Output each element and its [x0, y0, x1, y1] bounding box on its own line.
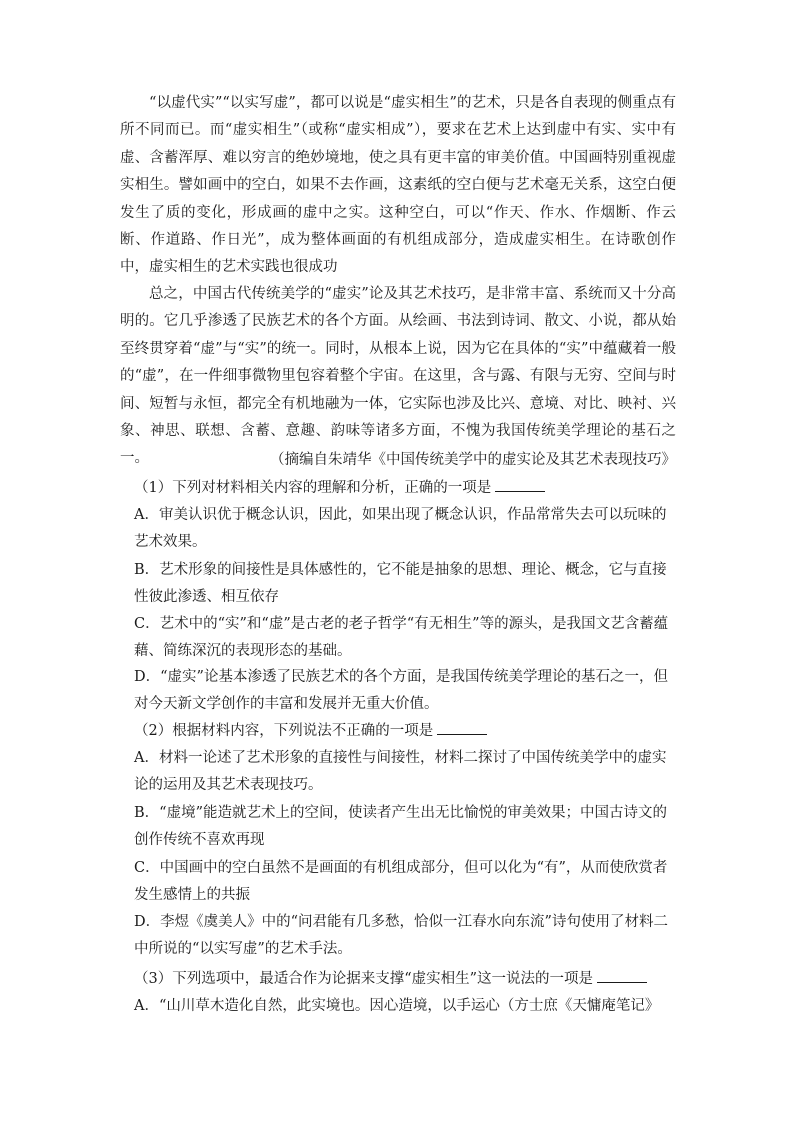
material-paragraph-2: 总之，中国古代传统美学的“虚实”论及其艺术技巧，是非常丰富、系统而又十分高明的。它几乎渗透了民族艺术的各个方面。从绘画、书法到诗词、散文、小说，都从始至终贯穿着“虚”与“实”的统一。同时，从根本上说，因为它在具体的“实”中蕴藏着一般的“虚”，在一件细事微物里包容着整个宇宙。在这里，含与露、有限与无穷、空间与时间、短暂与永恒，都完全有机地融为一体，它实际也涉及比兴、意境、对比、映衬、兴象、神思、联想、含蓄、意趣、韵味等诸多方面，不愧为我国传统美学理论的基石之一。 — [120, 286, 676, 467]
material-paragraph-1: “以虚代实”“以实写虚”，都可以说是“虚实相生”的艺术，只是各自表现的侧重点有所不同而已。而“虚实相生”（或称“虚实相成”），要求在艺术上达到虚中有实、实中有虚、含蓄浑厚、难以穷言的绝妙境地，使之具有更丰富的审美价值。中国画特别重视虚实相生。譬如画中的空白，如果不去作画，这素纸的空白便与艺术毫无关系，这空白便发生了质的变化，形成画的虚中之实。这种空白，可以“作天、作水、作烟断、作云断、作道路、作日光”，成为整体画面的有机组成部分，造成虚实相生。在诗歌创作中，虚实相生的艺术实践也很成功 — [120, 95, 676, 276]
question-2-option-d: D．李煜《虞美人》中的“问君能有几多愁，恰似一江春水向东流”诗句使用了材料二中所说的“以实写虚”的艺术手法。 — [134, 914, 668, 958]
question-1-option-b: B．艺术形象的间接性是具体感性的，它不能是抽象的思想、理论、概念，它与直接性彼此渗透、相互依存 — [134, 562, 667, 606]
answer-blank[interactable] — [597, 968, 647, 983]
answer-blank[interactable] — [495, 477, 545, 492]
question-1-option-c: C．艺术中的“实”和“虚”是古老的老子哲学“有无相生”等的源头，是我国文艺含蓄蕴藉、简练深沉的表现形态的基础。 — [134, 616, 669, 660]
question-1-text: （1）下列对材料相关内容的理解和分析，正确的一项是 — [134, 480, 492, 496]
question-2-option-b: B．“虚境”能造就艺术上的空间，使读者产生出无比愉悦的审美效果；中国古诗文的创作传统不喜欢再现 — [134, 805, 667, 849]
question-1-option-d: D．“虚实”论基本渗透了民族艺术的各个方面，是我国传统美学理论的基石之一，但对今天新文学创作的丰富和发展并无重大价值。 — [134, 669, 668, 713]
question-2-option-c: C．中国画中的空白虽然不是画面的有机组成部分，但可以化为“有”，从而使欣赏者发生感情上的共振 — [134, 860, 668, 904]
question-3-option-a: A．“山川草木造化自然，此实境也。因心造境，以手运心（方士庶《天慵庵笔记》 — [134, 998, 660, 1014]
source-citation: （摘编自朱靖华《中国传统美学中的虚实论及其艺术表现技巧》 — [270, 452, 676, 468]
question-3-text: （3）下列选项中，最适合作为论据来支撑“虚实相生”这一说法的一项是 — [134, 971, 594, 987]
question-2-text: （2）根据材料内容，下列说法不正确的一项是 — [134, 723, 434, 739]
answer-blank[interactable] — [437, 720, 487, 735]
question-2-stem — [134, 718, 674, 745]
question-1-option-a: A．审美认识优于概念认识，因此，如果出现了概念认识，作品常常失去可以玩味的艺术效果。 — [134, 507, 667, 551]
question-1-stem — [134, 475, 674, 502]
question-2-option-a: A．材料一论述了艺术形象的直接性与间接性，材料二探讨了中国传统美学中的虚实论的运用及其艺术表现技巧。 — [134, 750, 667, 794]
question-3-stem — [134, 966, 674, 993]
